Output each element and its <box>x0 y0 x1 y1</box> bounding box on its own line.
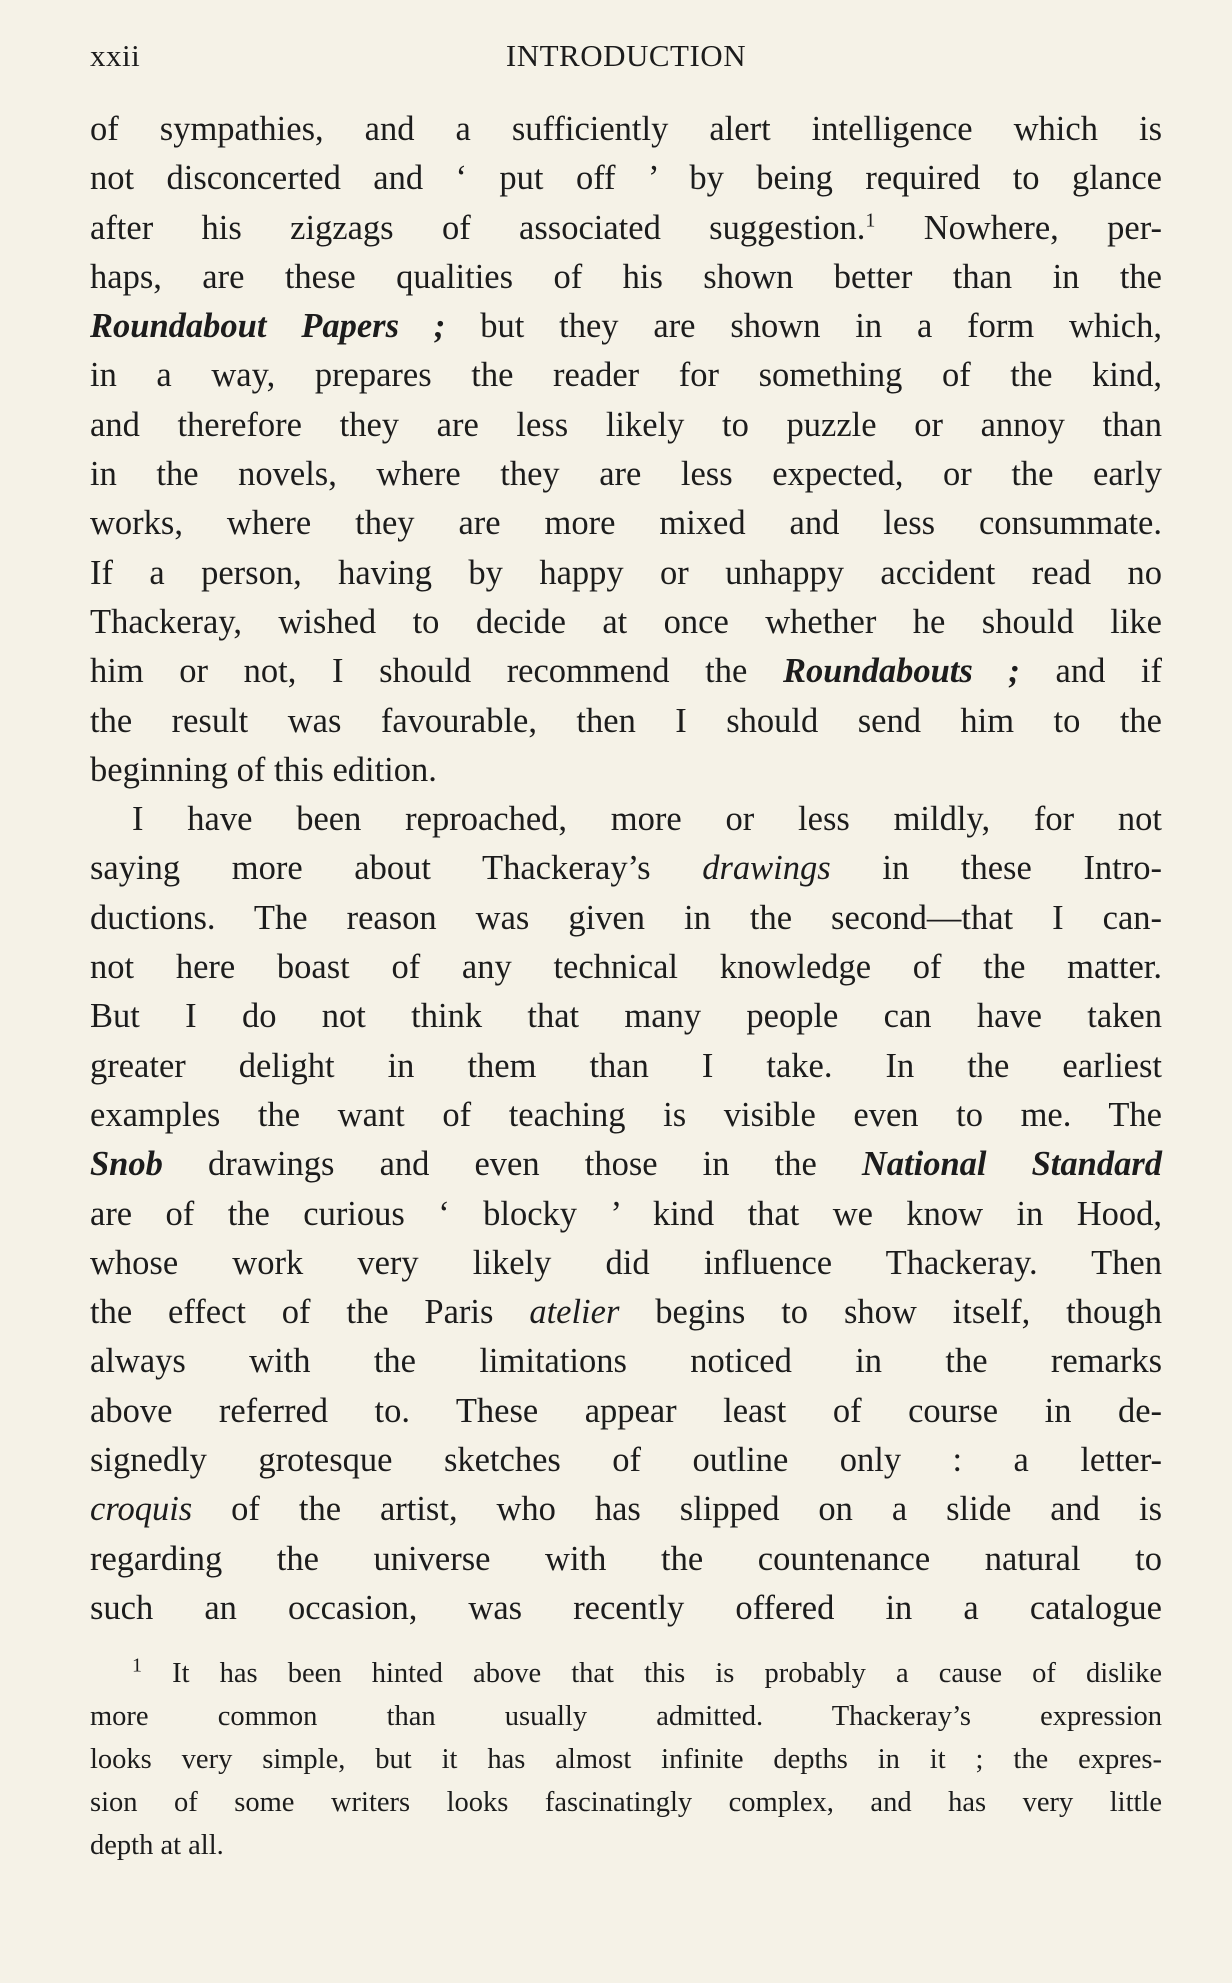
text-line: and therefore they are less likely to puzzle or annoy than <box>90 405 1162 444</box>
text-line: not disconcerted and ‘ put off ’ by being required to glance <box>90 159 1162 198</box>
text-line: Snob drawings and even those in the National Standard <box>90 1145 1162 1184</box>
footnote-marker: 1 <box>132 1654 142 1677</box>
italic-word: croquis <box>90 1490 193 1529</box>
text-line: regarding the universe with the countenance natural to <box>90 1539 1162 1578</box>
text-line: examples the want of teaching is visible even to me. The <box>90 1095 1162 1134</box>
text-line: the result was favourable, then I should send him to the <box>90 701 1162 740</box>
text-line: Thackeray, wished to decide at once whether he should like <box>90 602 1162 641</box>
text-line: Roundabout Papers ; but they are shown in a form which, <box>90 307 1162 346</box>
footnote-line: depth at all. <box>90 1830 224 1861</box>
italic-title: Roundabout Papers ; <box>90 307 446 346</box>
text-line: I have been reproached, more or less mildly, for not <box>132 800 1162 839</box>
footnote-line: more common than usually admitted. Thackeray’s expression <box>90 1701 1162 1732</box>
text-line: above referred to. These appear least of course in de- <box>90 1391 1162 1430</box>
footnote-line: sion of some writers looks fascinatingly complex, and has very little <box>90 1787 1162 1818</box>
italic-title: National Standard <box>861 1145 1162 1184</box>
footnote-line: looks very simple, but it has almost infinite depths in it ; the expres- <box>90 1744 1162 1775</box>
text-line: the effect of the Paris atelier begins to show itself, though <box>90 1293 1162 1332</box>
footnote-line: $^1$ It has been hinted above that this is probably a cause of dislike <box>132 1654 1162 1689</box>
italic-word: atelier <box>529 1293 620 1332</box>
text-line: ductions. The reason was given in the second—that I can- <box>90 898 1162 937</box>
text-line: whose work very likely did influence Thackeray. Then <box>90 1243 1162 1282</box>
text-line: are of the curious ‘ blocky ’ kind that we know in Hood, <box>90 1194 1162 1233</box>
text-line: works, where they are more mixed and less consummate. <box>90 504 1162 543</box>
text-line: signedly grotesque sketches of outline only : a letter- <box>90 1441 1162 1480</box>
text-line: in the novels, where they are less expected, or the early <box>90 455 1162 494</box>
italic-title: Roundabouts ; <box>782 652 1020 691</box>
text-line: beginning of this edition. <box>90 750 437 789</box>
text-line: always with the limitations noticed in the remarks <box>90 1342 1162 1381</box>
text-line: in a way, prepares the reader for something of the kind, <box>90 356 1162 395</box>
page-number: xxii <box>90 38 141 73</box>
running-header <box>90 38 1162 82</box>
text-line: greater delight in them than I take. In the earliest <box>90 1046 1162 1085</box>
text-line: such an occasion, was recently offered in a catalogue <box>90 1588 1162 1627</box>
running-title: INTRODUCTION <box>505 38 747 73</box>
text-line: not here boast of any technical knowledge of the matter. <box>90 948 1162 987</box>
text-line: But I do not think that many people can have taken <box>90 997 1162 1036</box>
text-line: him or not, I should recommend the Roundabouts ; and if <box>90 652 1163 691</box>
text-line: of sympathies, and a sufficiently alert intelligence which is <box>90 110 1162 148</box>
text-line: croquis of the artist, who has slipped on a slide and is <box>90 1490 1162 1529</box>
text-line: saying more about Thackeray’s drawings in these Intro- <box>90 849 1162 888</box>
body-text <box>90 105 1162 1633</box>
text-line: haps, are these qualities of his shown better than in the <box>90 257 1162 296</box>
footnote-reference: 1 <box>865 209 876 232</box>
text-line: If a person, having by happy or unhappy accident read no <box>90 553 1162 592</box>
italic-title: Snob <box>90 1145 163 1184</box>
text-line: after his zigzags of associated suggestion.$^1$ Nowhere, per- <box>90 208 1162 247</box>
footnote <box>90 1652 1162 1867</box>
italic-word: drawings <box>702 849 831 888</box>
